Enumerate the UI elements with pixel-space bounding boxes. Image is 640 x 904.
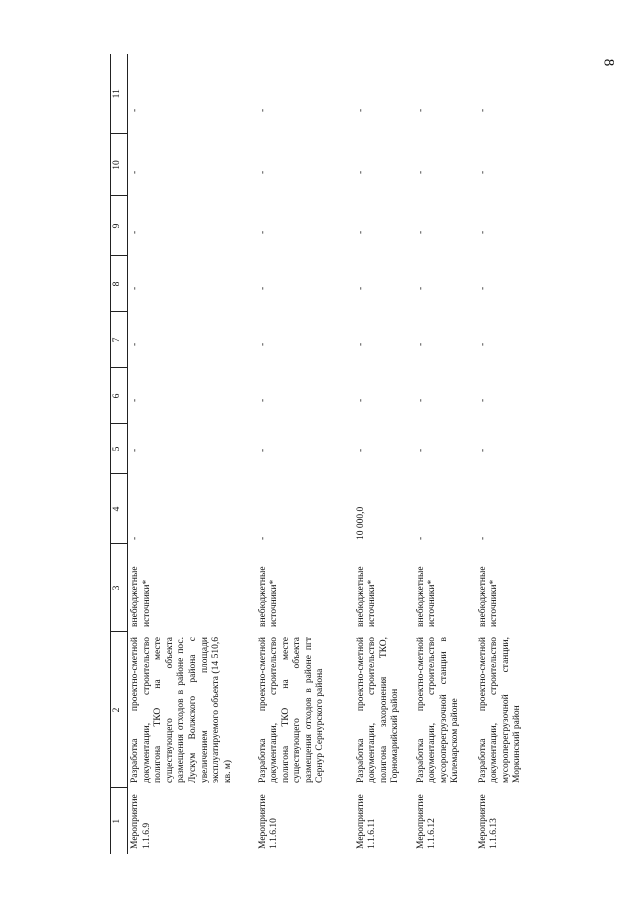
value-cell: -: [130, 448, 140, 452]
value-cell: -: [257, 398, 268, 402]
table-row: [414, 54, 476, 854]
funding-table: [110, 54, 536, 854]
rotated-table-container: [110, 54, 523, 854]
value-cell: -: [415, 108, 426, 112]
value-cell: -: [415, 536, 426, 540]
header-cell: 3: [111, 544, 128, 632]
value-cell: -: [257, 448, 268, 452]
header-cell: 10: [111, 134, 128, 196]
table-row: [256, 54, 354, 854]
row-description: Разработка проектно-сметной документации, строительство полигона ТКО на месте существующего объекта размещения отходов в районе пос. Лускум Волжского района с увеличением площади эксплуатируемого объекта (14 510,6 кв. м): [130, 637, 233, 783]
row-source: внебюджетные источники*: [257, 566, 280, 627]
value-cell: -: [477, 536, 488, 540]
value-cell: -: [257, 342, 268, 346]
value-cell: -: [257, 286, 268, 290]
row-description: Разработка проектно-сметной документации, строительство мусороперегрузочной станции, Моркинский район: [477, 637, 523, 783]
header-cell: 7: [111, 312, 128, 368]
value-cell: -: [415, 286, 426, 290]
value-cell: -: [130, 536, 140, 540]
table-row: [354, 54, 414, 854]
value-cell: -: [355, 230, 366, 234]
header-cell: 5: [111, 424, 128, 474]
row-id: Мероприятие 1.1.6.10: [257, 794, 280, 849]
value-cell: -: [355, 448, 366, 452]
row-id: Мероприятие 1.1.6.9: [130, 794, 152, 849]
value-cell: -: [477, 108, 488, 112]
row-id: Мероприятие 1.1.6.13: [477, 794, 500, 849]
row-source: внебюджетные источники*: [415, 566, 438, 627]
value-cell: -: [415, 170, 426, 174]
value-cell: -: [130, 108, 140, 112]
row-id: Мероприятие 1.1.6.11: [355, 794, 378, 849]
row-source: внебюджетные источники*: [477, 566, 500, 627]
value-cell: -: [415, 342, 426, 346]
value-cell: 10 000,0: [355, 506, 366, 540]
value-cell: -: [415, 448, 426, 452]
header-cell: 6: [111, 368, 128, 424]
value-cell: -: [415, 398, 426, 402]
row-source: внебюджетные источники*: [355, 566, 378, 627]
header-cell: 2: [111, 632, 128, 788]
header-cell: 8: [111, 256, 128, 312]
value-cell: -: [355, 170, 366, 174]
value-cell: -: [477, 230, 488, 234]
row-description: Разработка проектно-сметной документации, строительство полигона захоронения ТКО, Горномарийский район: [355, 637, 401, 783]
header-cell: 1: [111, 788, 128, 854]
value-cell: -: [355, 398, 366, 402]
value-cell: -: [130, 170, 140, 174]
page-number: 8: [600, 58, 617, 67]
value-cell: -: [130, 342, 140, 346]
value-cell: -: [130, 230, 140, 234]
header-cell: 4: [111, 474, 128, 544]
value-cell: -: [130, 398, 140, 402]
row-source: внебюджетные источники*: [130, 566, 152, 627]
value-cell: -: [477, 448, 488, 452]
row-description: Разработка проектно-сметной документации, строительство полигона ТКО на месте существующего объекта размещения отходов в районе пгт Сернур Сернурского района: [257, 637, 326, 783]
value-cell: -: [355, 286, 366, 290]
table-row: [128, 54, 256, 854]
value-cell: -: [257, 536, 268, 540]
header-cell: 11: [111, 54, 128, 134]
value-cell: -: [130, 286, 140, 290]
value-cell: -: [355, 342, 366, 346]
value-cell: -: [415, 230, 426, 234]
value-cell: -: [477, 398, 488, 402]
header-row: [111, 54, 128, 854]
value-cell: -: [257, 230, 268, 234]
value-cell: -: [477, 342, 488, 346]
value-cell: -: [477, 170, 488, 174]
header-cell: 9: [111, 196, 128, 256]
table-row: [476, 54, 536, 854]
value-cell: -: [257, 170, 268, 174]
value-cell: -: [477, 286, 488, 290]
value-cell: -: [257, 108, 268, 112]
value-cell: -: [355, 108, 366, 112]
row-id: Мероприятие 1.1.6.12: [415, 794, 438, 849]
row-description: Разработка проектно-сметной документации, строительство мусороперегрузочной станции в Килемарском районе: [415, 637, 461, 783]
